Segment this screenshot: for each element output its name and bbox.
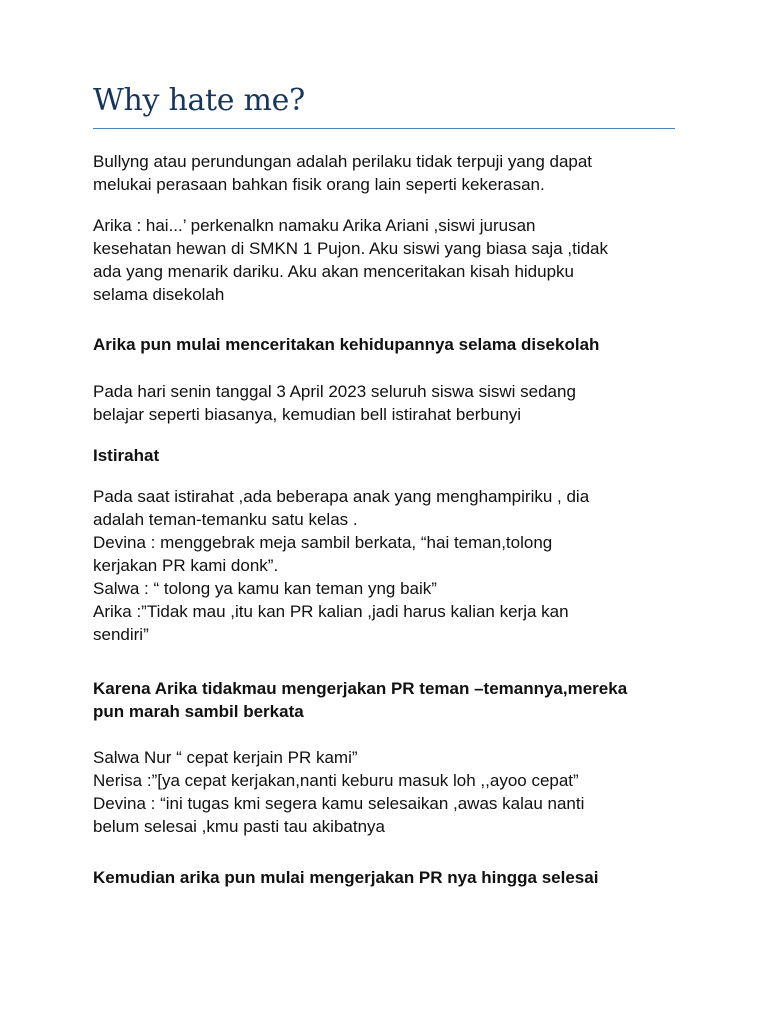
text-line: kerjakan PR kami donk”. xyxy=(93,556,279,575)
text-line: Devina : menggebrak meja sambil berkata, “hai teman,tolong xyxy=(93,533,553,552)
paragraph-break-time-dialogue xyxy=(93,485,678,646)
text-line: Pada saat istirahat ,ada beberapa anak yang menghampiriku , dia xyxy=(93,487,590,506)
text-line: belum selesai ,kmu pasti tau akibatnya xyxy=(93,817,385,836)
text-line: Bullyng atau perundungan adalah perilaku tidak terpuji yang dapat xyxy=(93,152,593,171)
text-line: Arika : hai...’ perkenalkn namaku Arika Ariani ,siswi jurusan xyxy=(93,216,536,235)
heading-istirahat xyxy=(93,444,678,467)
text-line: belajar seperti biasanya, kemudian bell istirahat berbunyi xyxy=(93,405,522,424)
text-line: Kemudian arika pun mulai mengerjakan PR nya hingga selesai xyxy=(93,868,599,887)
paragraph-friends-demands xyxy=(93,746,678,838)
text-line: selama disekolah xyxy=(93,285,225,304)
text-line: Karena Arika tidakmau mengerjakan PR teman –temannya,mereka xyxy=(93,679,628,698)
text-line: Salwa : “ tolong ya kamu kan teman yng baik” xyxy=(93,579,437,598)
text-line: Arika pun mulai menceritakan kehidupannya selama disekolah xyxy=(93,335,600,354)
document-title: Why hate me? xyxy=(93,83,305,118)
paragraph-arika-does-homework xyxy=(93,866,678,889)
text-line: sendiri” xyxy=(93,625,149,644)
text-line: Arika :”Tidak mau ,itu kan PR kalian ,jadi harus kalian kerja kan xyxy=(93,602,569,621)
title-underline xyxy=(93,128,675,129)
text-line: melukai perasaan bahkan fisik orang lain seperti kekerasan. xyxy=(93,175,545,194)
text-line: kesehatan hewan di SMKN 1 Pujon. Aku siswi yang biasa saja ,tidak xyxy=(93,239,609,258)
text-line: Salwa Nur “ cepat kerjain PR kami” xyxy=(93,748,358,767)
paragraph-arika-introduction xyxy=(93,214,678,306)
text-line: ada yang menarik dariku. Aku akan menceritakan kisah hidupku xyxy=(93,262,575,281)
text-line: Devina : “ini tugas kmi segera kamu selesaikan ,awas kalau nanti xyxy=(93,794,585,813)
text-line: Pada hari senin tanggal 3 April 2023 seluruh siswa siswi sedang xyxy=(93,382,576,401)
text-line: adalah teman-temanku satu kelas . xyxy=(93,510,358,529)
paragraph-friends-angry xyxy=(93,677,678,723)
paragraph-arika-begins-story xyxy=(93,333,678,356)
text-line: pun marah sambil berkata xyxy=(93,702,304,721)
text-line: Nerisa :”[ya cepat kerjakan,nanti keburu masuk loh ,,ayoo cepat” xyxy=(93,771,579,790)
text-line: Istirahat xyxy=(93,446,160,465)
paragraph-monday-april xyxy=(93,380,678,426)
paragraph-bullying-definition xyxy=(93,150,678,196)
